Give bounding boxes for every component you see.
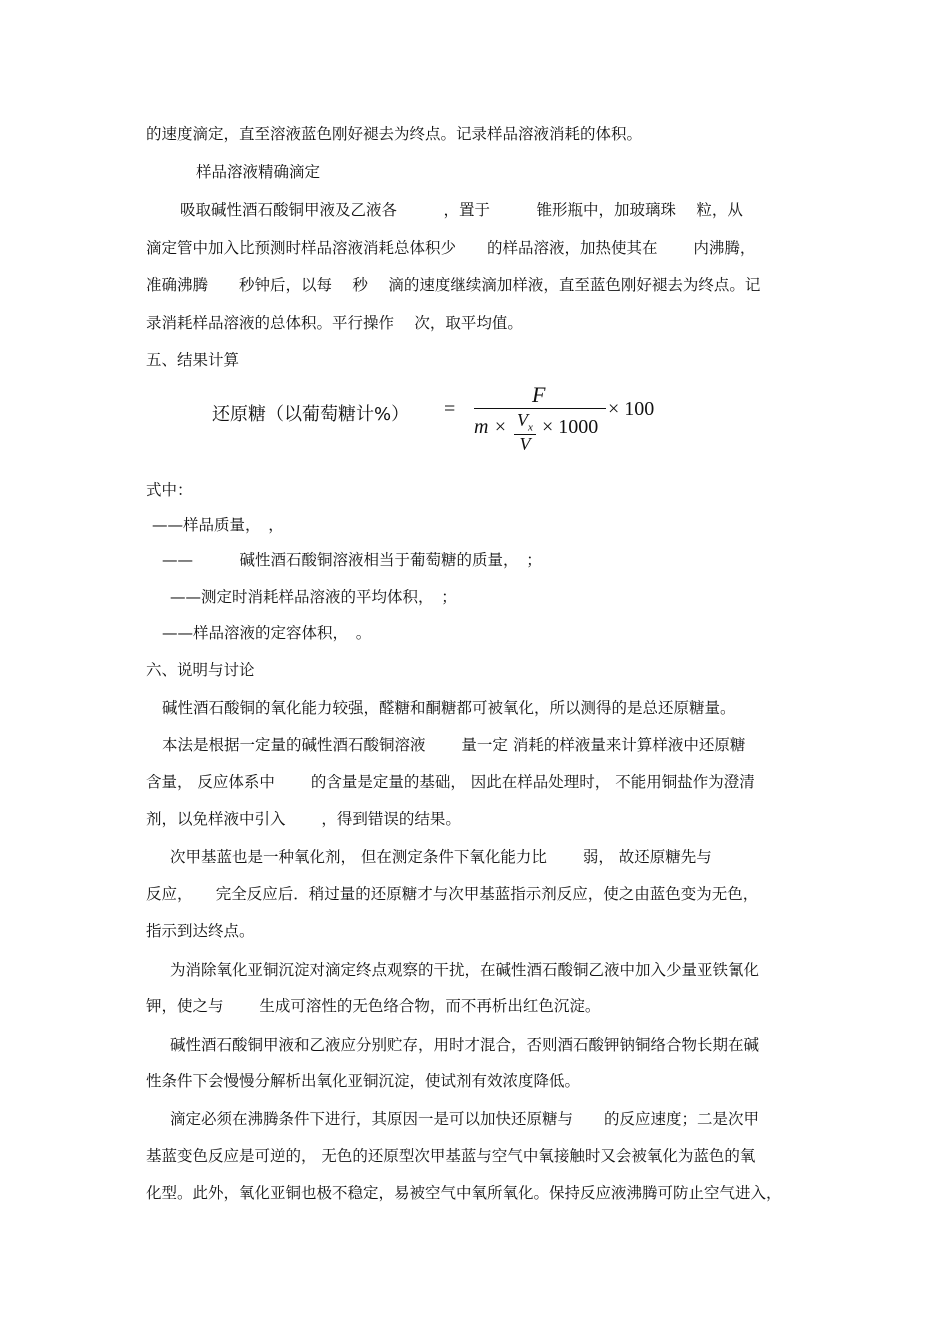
result-formula — [212, 382, 682, 472]
text-line: 化型。此外，氧化亚铜也极不稳定，易被空气中氧所氧化。保持反应液沸腾可防止空气进入， — [146, 1184, 782, 1202]
formula-denominator — [474, 416, 507, 439]
text-line: ——样品溶液的定容体积， 。 — [162, 624, 372, 642]
text-line: ——测定时消耗样品溶液的平均体积， ； — [170, 588, 457, 606]
section-heading: 五、结果计算 — [146, 351, 240, 369]
fraction-bar — [474, 408, 606, 409]
text-line: 指示到达终点。 — [146, 922, 255, 940]
text-line: 准确沸腾 秒钟后，以每 秒 滴的速度继续滴加样液，直至蓝色刚好褪去为终点。记 — [146, 276, 761, 294]
text-line: 次甲基蓝也是一种氧化剂， 但在测定条件下氧化能力比 弱， 故还原糖先与 — [170, 848, 712, 866]
text-line: 反应， 完全反应后．稍过量的还原糖才与次甲基蓝指示剂反应，使之由蓝色变为无色， — [146, 885, 759, 903]
text-line: 的速度滴定，直至溶液蓝色刚好褪去为终点。记录样品溶液消耗的体积。 — [146, 125, 643, 143]
inner-denominator: V — [519, 434, 531, 454]
formula-equals: = — [444, 398, 456, 420]
text-line: 钾，使之与 生成可溶性的无色络合物，而不再析出红色沉淀。 — [146, 997, 601, 1015]
text-line: 吸取碱性酒石酸铜甲液及乙液各 ，置于 锥形瓶中，加玻璃珠 粒，从 — [180, 201, 743, 219]
formula-multiplier: × 100 — [608, 398, 655, 420]
text-line: 含量， 反应体系中 的含量是定量的基础， 因此在样品处理时， 不能用铜盐作为澄清 — [146, 773, 755, 791]
text-line: 本法是根据一定量的碱性酒石酸铜溶液 量一定 消耗的样液量来计算样液中还原糖 — [162, 736, 746, 754]
text-line: 碱性酒石酸铜甲液和乙液应分别贮存，用时才混合，否则酒石酸钾钠铜络合物长期在碱 — [170, 1036, 760, 1054]
text-line: 式中： — [146, 481, 193, 499]
text-line: 录消耗样品溶液的总体积。平行操作 次，取平均值。 — [146, 314, 523, 332]
text-line: 性条件下会慢慢分解析出氧化亚铜沉淀，使试剂有效浓度降低。 — [146, 1072, 581, 1090]
text-line: 滴定管中加入比预测时样品溶液消耗总体积少 的样品溶液，加热使其在 内沸腾， — [146, 239, 756, 257]
text-line: 碱性酒石酸铜的氧化能力较强，醛糖和酮糖都可被氧化，所以测得的是总还原糖量。 — [162, 699, 736, 717]
text-line: 为消除氧化亚铜沉淀对滴定终点观察的干扰，在碱性酒石酸铜乙液中加入少量亚铁氰化 — [170, 961, 760, 979]
formula-m: m × — [474, 416, 507, 438]
text-line: 剂，以免样液中引入 ，得到错误的结果。 — [146, 810, 461, 828]
subheading: 样品溶液精确滴定 — [196, 163, 321, 181]
formula-lhs: 还原糖（以葡萄糖计%） — [212, 404, 410, 425]
formula-denominator-suffix: × 1000 — [542, 416, 599, 438]
text-line: —— 碱性酒石酸铜溶液相当于葡萄糖的质量， ； — [162, 551, 542, 569]
text-line: ——样品质量， ， — [152, 516, 284, 534]
section-heading: 六、说明与讨论 — [146, 661, 255, 679]
inner-numerator: $V_x$ — [517, 410, 533, 434]
text-line: 基蓝变色反应是可逆的， 无色的还原型次甲基蓝与空气中氧接触时又会被氧化为蓝色的氧 — [146, 1147, 756, 1165]
formula-numerator: F — [532, 382, 546, 407]
text-line: 滴定必须在沸腾条件下进行，其原因一是可以加快还原糖与 的反应速度；二是次甲 — [170, 1110, 760, 1128]
